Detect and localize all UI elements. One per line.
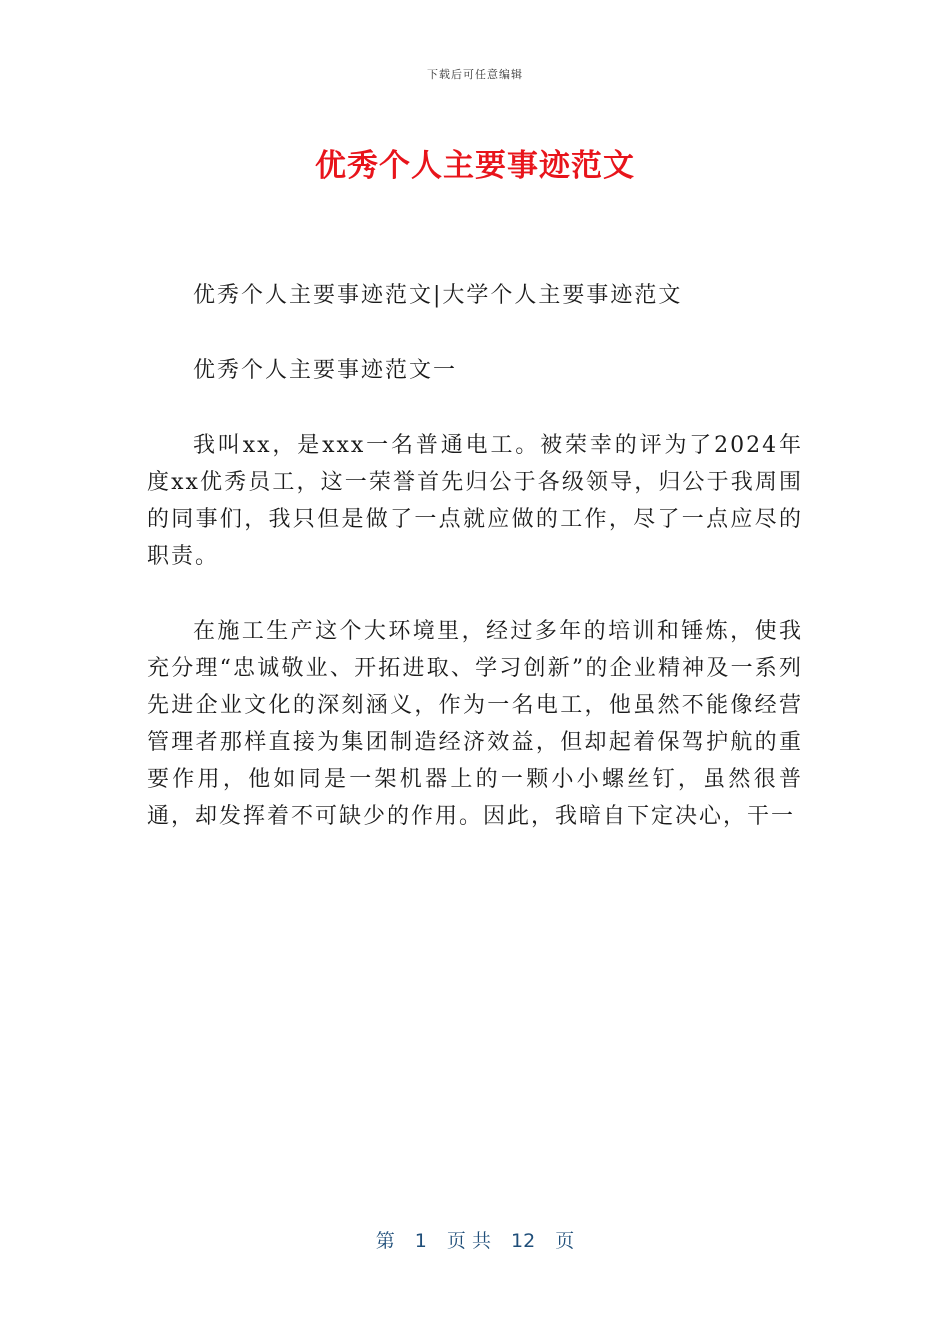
footer-page-prefix: 第 xyxy=(375,1230,395,1252)
paragraph-work-environment: 在施工生产这个大环境里，经过多年的培训和锤炼，使我充分理“忠诚敬业、开拓进取、学习创新”的企业精神及一系列先进企业文化的深刻涵义，作为一名电工，他虽然不能像经营管理者那样直接为集团制造经济效益，但却起着保驾护航的重要作用，他如同是一架机器上的一颗小小螺丝钉，虽然很普通，却发挥着不可缺少的作用。因此，我暗自下定决心，干一 xyxy=(147,619,803,829)
footer-page-suffix: 页 xyxy=(555,1230,575,1252)
page-footer xyxy=(0,1226,950,1253)
footer-page-number: 1 xyxy=(414,1230,427,1252)
footer-page-middle: 页 共 xyxy=(446,1230,491,1252)
document-body xyxy=(147,277,803,873)
header-note: 下载后可任意编辑 xyxy=(427,68,523,81)
footer-total-pages: 12 xyxy=(511,1230,536,1252)
paragraph-subtitle: 优秀个人主要事迹范文|大学个人主要事迹范文 xyxy=(193,283,683,308)
paragraph-section-heading: 优秀个人主要事迹范文一 xyxy=(193,358,458,383)
document-title: 优秀个人主要事迹范文 xyxy=(315,148,635,184)
paragraph-intro: 我叫xx，是xxx一名普通电工。被荣幸的评为了2024年度xx优秀员工，这一荣誉首先归公于各级领导，归公于我周围的同事们，我只但是做了一点就应做的工作，尽了一点应尽的职责。 xyxy=(147,433,803,569)
